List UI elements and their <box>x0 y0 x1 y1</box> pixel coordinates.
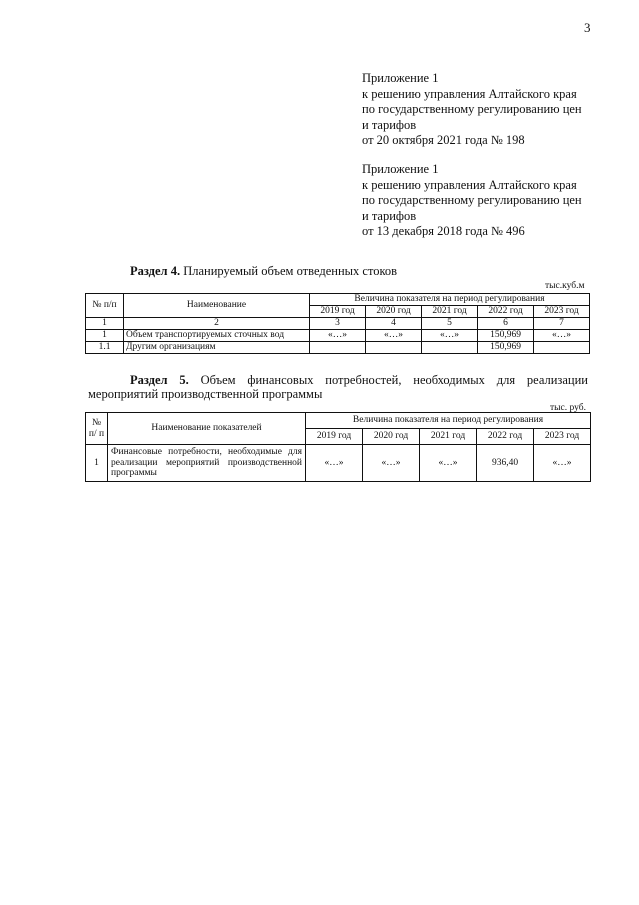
header-year: 2020 год <box>366 306 422 318</box>
row-num: 1 <box>86 330 124 342</box>
row-value: 936,40 <box>477 445 534 482</box>
section4-label: Раздел 4. <box>130 264 181 278</box>
appendix-line: по государственному регулированию цен <box>362 102 582 116</box>
header-period: Величина показателя на период регулирования <box>306 413 591 429</box>
section5-unit: тыс. руб. <box>550 403 586 413</box>
section5-title-text: Объем финансовых потребностей, необходимых для реализации мероприятий производственной программы <box>88 373 588 401</box>
header-num: № п/ п <box>86 413 108 445</box>
row-value: «…» <box>534 445 591 482</box>
row-value: «…» <box>310 330 366 342</box>
section4-unit: тыс.куб.м <box>545 281 585 291</box>
header-num: № п/п <box>86 294 124 318</box>
appendix-line: к решению управления Алтайского края <box>362 177 577 192</box>
row-num: 1 <box>86 445 108 482</box>
index-cell: 3 <box>310 318 366 330</box>
row-value: «…» <box>422 330 478 342</box>
table-row <box>86 342 590 354</box>
header-year: 2021 год <box>422 306 478 318</box>
section5-table <box>85 412 591 482</box>
header-year: 2021 год <box>420 429 477 445</box>
section4-title <box>130 264 397 279</box>
index-row <box>86 318 590 330</box>
row-value <box>534 342 590 354</box>
appendix-line: и тарифов <box>362 208 417 223</box>
header-year: 2019 год <box>306 429 363 445</box>
index-cell: 1 <box>86 318 124 330</box>
row-name: Объем транспортируемых сточных вод <box>124 330 310 342</box>
row-num: 1.1 <box>86 342 124 354</box>
header-name: Наименование <box>124 294 310 318</box>
section5-label: Раздел 5. <box>130 373 189 387</box>
section5-title <box>88 373 588 401</box>
appendix-line: Приложение 1 <box>362 71 439 85</box>
table-row <box>86 330 590 342</box>
header-year: 2022 год <box>477 429 534 445</box>
appendix-current <box>362 71 582 149</box>
appendix-line: от 20 октября 2021 года № 198 <box>362 133 525 147</box>
header-year: 2020 год <box>363 429 420 445</box>
table-row <box>86 445 591 482</box>
index-cell: 5 <box>422 318 478 330</box>
row-value <box>422 342 478 354</box>
header-year: 2023 год <box>534 306 590 318</box>
appendix-line: Приложение 1 <box>362 162 439 176</box>
header-year: 2022 год <box>478 306 534 318</box>
section4-table <box>85 293 590 354</box>
index-cell: 6 <box>478 318 534 330</box>
row-value: «…» <box>306 445 363 482</box>
index-cell: 4 <box>366 318 422 330</box>
row-name: Финансовые потребности, необходимые для реализации мероприятий производственной программы <box>108 445 306 482</box>
appendix-line: от 13 декабря 2018 года № 496 <box>362 224 525 238</box>
page-number: 3 <box>584 20 591 35</box>
appendix-line: и тарифов <box>362 117 417 132</box>
header-year: 2019 год <box>310 306 366 318</box>
header-name: Наименование показателей <box>108 413 306 445</box>
row-name: Другим организациям <box>124 342 310 354</box>
appendix-line: по государственному регулированию цен <box>362 193 582 207</box>
row-value <box>310 342 366 354</box>
header-year: 2023 год <box>534 429 591 445</box>
row-value <box>366 342 422 354</box>
row-value: «…» <box>420 445 477 482</box>
row-value: 150,969 <box>478 330 534 342</box>
appendix-original <box>362 162 582 240</box>
row-value: 150,969 <box>478 342 534 354</box>
row-value: «…» <box>366 330 422 342</box>
appendix-line: к решению управления Алтайского края <box>362 86 577 101</box>
row-value: «…» <box>363 445 420 482</box>
section4-title-text: Планируемый объем отведенных стоков <box>180 264 398 278</box>
row-value: «…» <box>534 330 590 342</box>
index-cell: 7 <box>534 318 590 330</box>
header-period: Величина показателя на период регулирования <box>310 294 590 306</box>
index-cell: 2 <box>124 318 310 330</box>
